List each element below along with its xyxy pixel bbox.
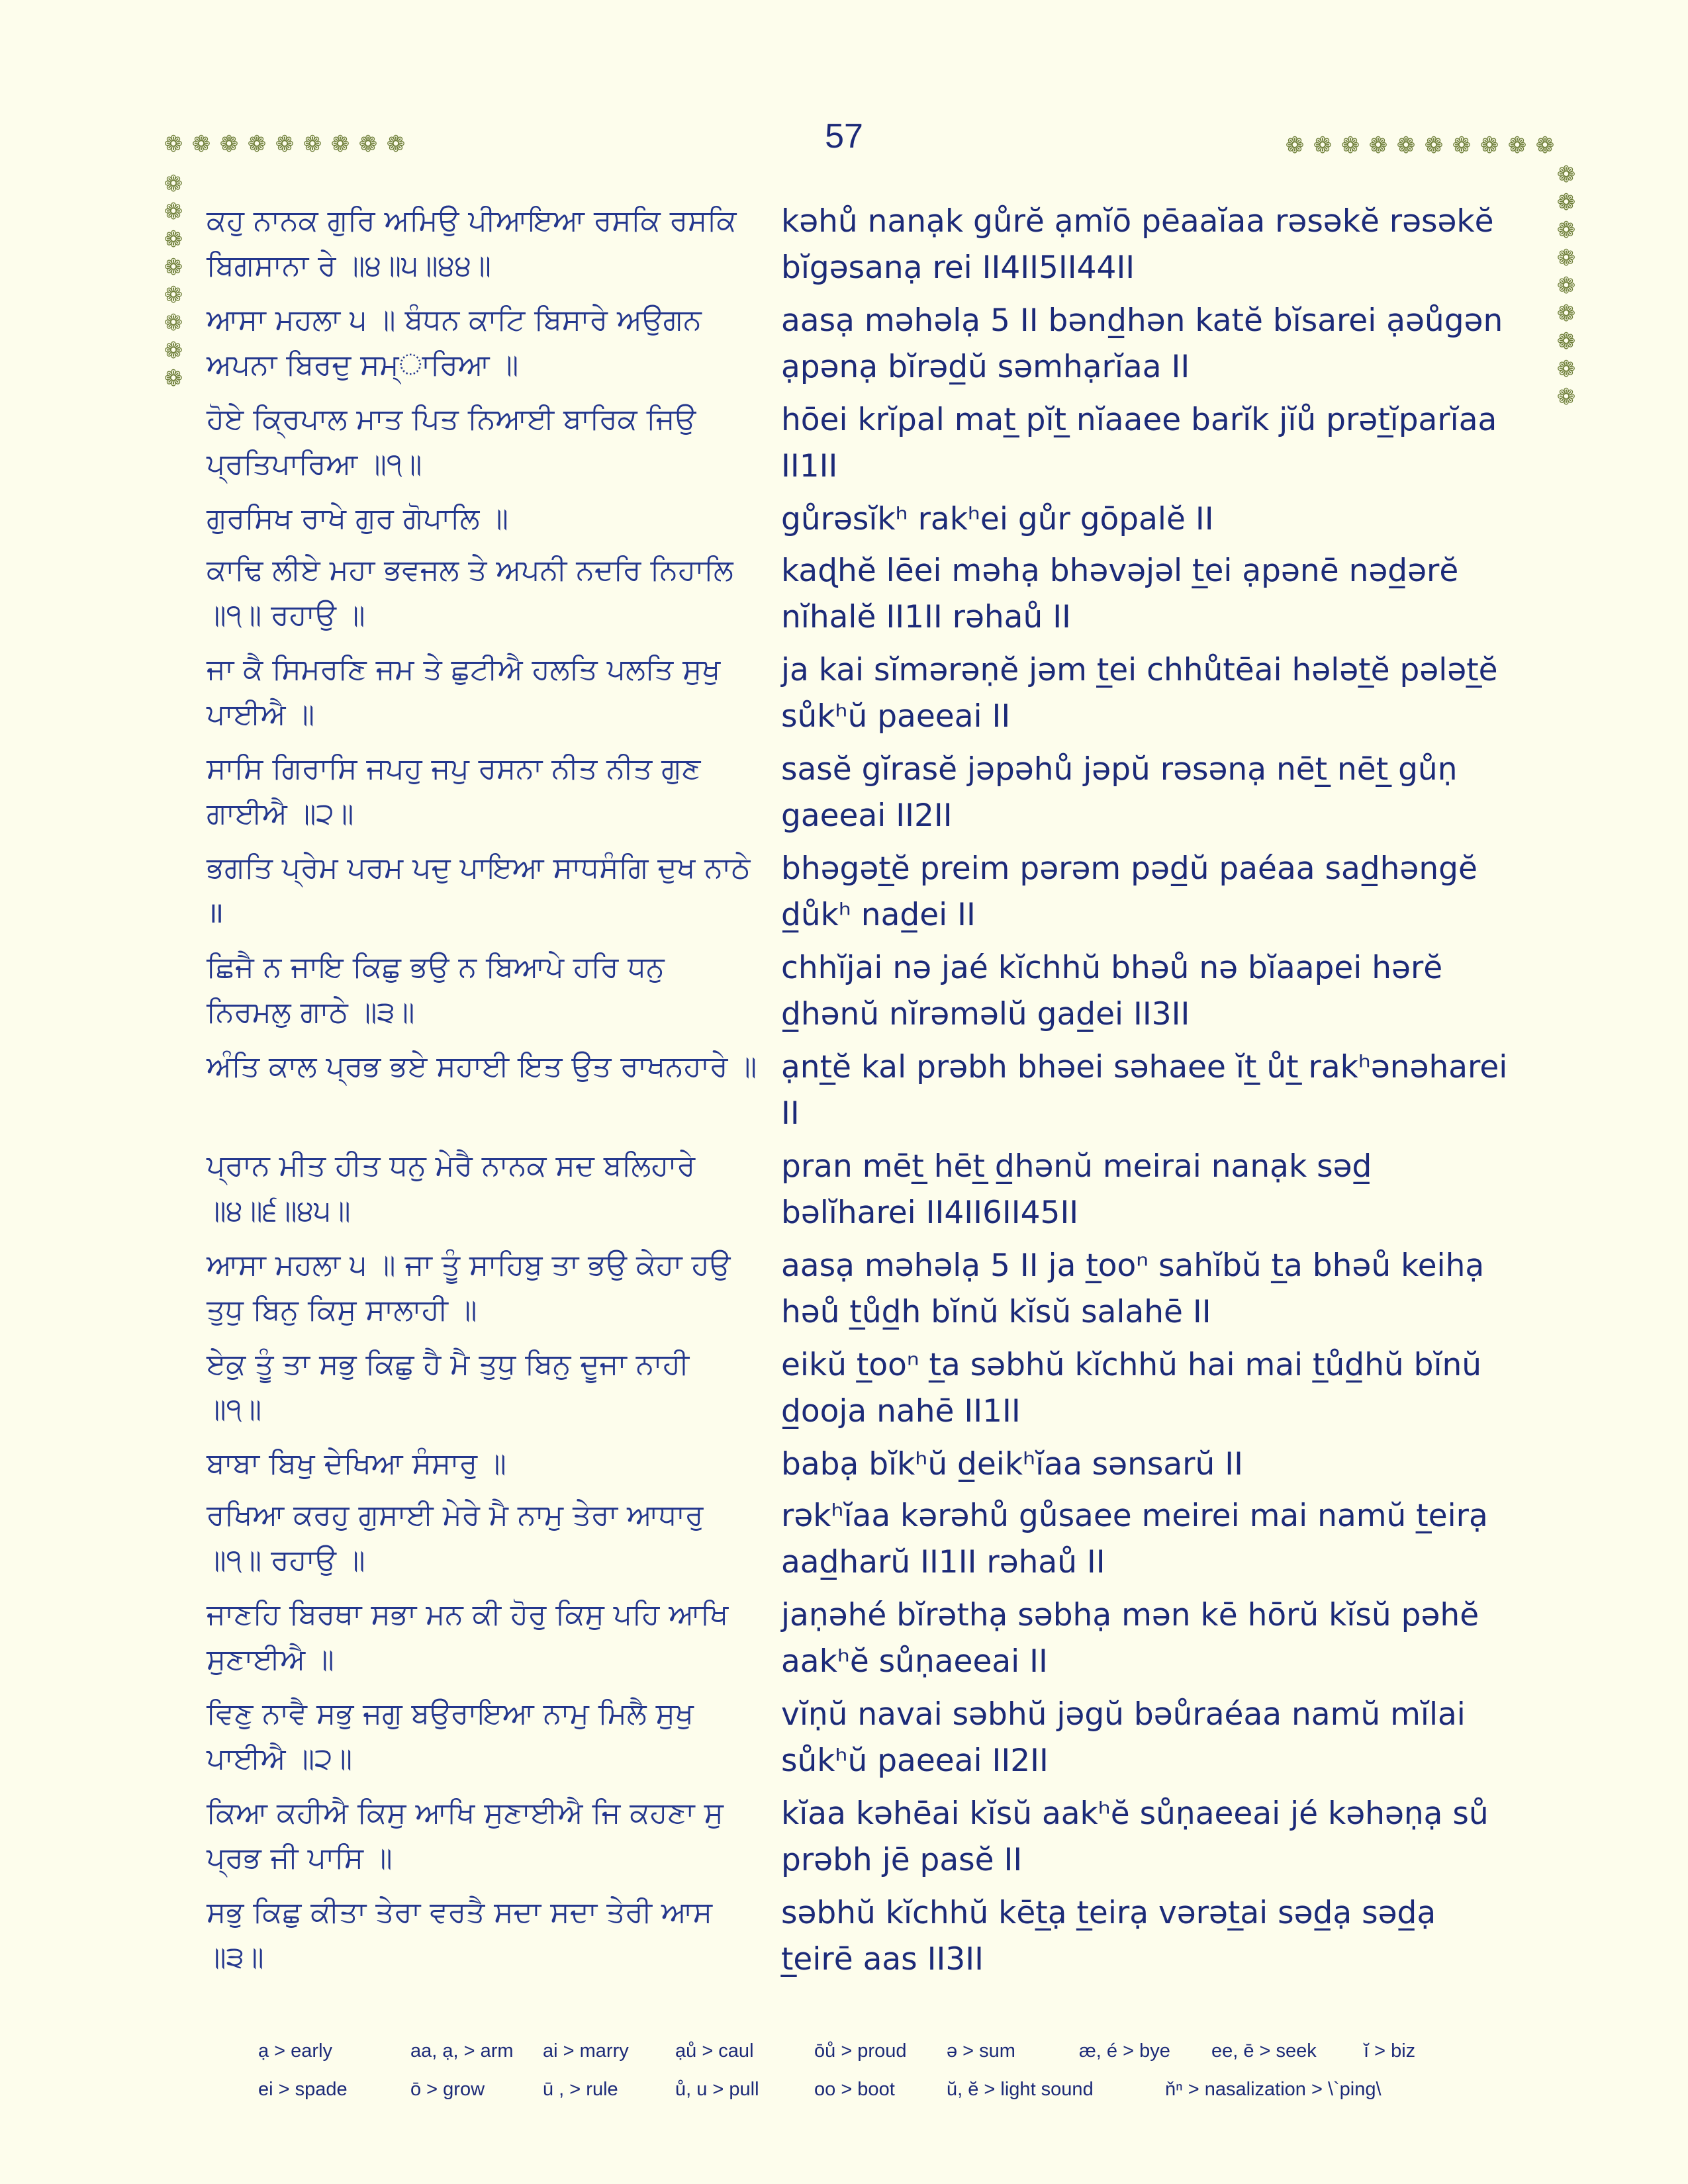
verse-row [207,945,1544,1044]
gurmukhi-text: ਗੁਰਸਿਖ ਰਾਖੇ ਗੁਰ ਗੋਪਾਲਿ ॥ [207,502,509,535]
transliteration-text: səbhŭ kĭchhŭ kēt̲ạ t̲eirạ vərət̲ai səd̲ạ səd̲ạ t̲eirē aas II3II [781,1895,1436,1978]
flower-ornament-icon: ❁ [1556,217,1576,244]
gurmukhi-text: ਏਕੁ ਤੂੰ ਤਾ ਸਭੁ ਕਿਛੁ ਹੈ ਮੈ ਤੁਧੁ ਬਿਨੁ ਦੂਜਾ ਨਾਹੀ ॥੧॥ [207,1347,690,1426]
gurmukhi-text: ਛਿਜੈ ਨ ਜਾਇ ਕਿਛੁ ਭਉ ਨ ਬਿਆਪੇ ਹਰਿ ਧਨੁ ਨਿਰਮਲੁ ਗਾਠੇ ॥੩॥ [207,950,665,1029]
gurmukhi-text: ਰਖਿਆ ਕਰਹੁ ਗੁਸਾਈ ਮੇਰੇ ਮੈ ਨਾਮੁ ਤੇਰਾ ਆਧਾਰੁ ॥੧॥ ਰਹਾਉ ॥ [207,1498,704,1577]
gurmukhi-text: ਕਾਢਿ ਲੀਏ ਮਹਾ ਭਵਜਲ ਤੇ ਅਪਨੀ ਨਦਰਿ ਨਿਹਾਲਿ ॥੧॥ ਰਹਾਉ ॥ [207,553,733,632]
flower-ornament-icon: ❁ [164,310,183,336]
verse-row [207,298,1544,397]
gurmukhi-text: ਅੰਤਿ ਕਾਲ ਪ੍ਰਭ ਭਏ ਸਹਾਈ ਇਤ ਉਤ ਰਾਖਨਹਾਰੇ ॥ [207,1050,757,1083]
verse-row [207,496,1544,548]
flower-ornament-icon: ❁ [247,131,267,158]
verse-row [207,1692,1544,1791]
flower-ornament-icon: ❁ [386,131,406,158]
flower-ornament-icon: ❁ [303,131,322,158]
gurmukhi-text: ਜਾਣਹਿ ਬਿਰਥਾ ਸਭਾ ਮਨ ਕੀ ਹੋਰੁ ਕਿਸੁ ਪਹਿ ਆਖਿ ਸੁਣਾਈਐ ॥ [207,1598,729,1676]
verse-row [207,1890,1544,1989]
legend-item: ōů > proud [814,2040,907,2062]
legend-item: ū , > rule [543,2078,618,2100]
flower-ornament-icon: ❁ [164,171,183,197]
legend-item: ə > sum [947,2040,1015,2062]
verse-row [207,1144,1544,1243]
flower-ornament-icon: ❁ [164,254,183,281]
transliteration-text: pran mēt̲ hēt̲ d̲hənŭ meirai nanạk səd̲ bəlĭharei II4II6II45II [781,1148,1372,1231]
verse-row [207,846,1544,945]
verse-row [207,397,1544,496]
flower-ornament-icon: ❁ [1556,189,1576,216]
flower-ornament-icon: ❁ [1556,384,1576,410]
transliteration-text: eikŭ t̲ooⁿ t̲a səbhŭ kĭchhŭ hai mai t̲ůd̲hŭ bĭnŭ d̲ooja nahē II1II [781,1347,1482,1430]
gurmukhi-text: ਭਗਤਿ ਪ੍ਰੇਮ ਪਰਮ ਪਦੁ ਪਾਇਆ ਸਾਧਸੰਗਿ ਦੁਖ ਨਾਠੇ ॥ [207,851,751,930]
gurmukhi-text: ਸਾਸਿ ਗਿਰਾਸਿ ਜਪਹੁ ਜਪੁ ਰਸਨਾ ਨੀਤ ਨੀਤ ਗੁਣ ਗਾਈਐ ॥੨॥ [207,752,701,831]
gurmukhi-text: ਜਾ ਕੈ ਸਿਮਰਣਿ ਜਮ ਤੇ ਛੁਟੀਐ ਹਲਤਿ ਪਲਤਿ ਸੁਖੁ ਪਾਈਐ ॥ [207,653,721,731]
transliteration-text: vĭṇŭ navai səbhŭ jəgŭ bəůraéaa namŭ mĭlai sůkʰŭ paeeai II2II [781,1696,1466,1779]
gurmukhi-text: ਕਹੁ ਨਾਨਕ ਗੁਰਿ ਅਮਿਉ ਪੀਆਇਆ ਰਸਕਿ ਰਸਕਿ ਬਿਗਸਾਨਾ ਰੇ ॥੪॥੫॥੪੪॥ [207,204,737,283]
legend-row [258,2070,1489,2109]
legend-item: ei > spade [258,2078,348,2100]
verse-row [207,1342,1544,1441]
flower-ornament-icon: ❁ [275,131,295,158]
flower-ornament-icon: ❁ [1556,161,1576,188]
flower-ornament-icon: ❁ [1452,132,1472,159]
transliteration-text: rəkʰĭaa kərəhů gůsaee meirei mai namŭ t̲eirạ aad̲harŭ II1II rəhaů II [781,1498,1488,1580]
flower-ornament-icon: ❁ [1556,273,1576,299]
flower-ornament-icon: ❁ [164,282,183,308]
transliteration-text: kĭaa kəhēai kĭsŭ aakʰĕ sůṇaeeai jé kəhəṇạ sů prəbh jē pasĕ II [781,1796,1489,1878]
legend-item: æ, é > bye [1079,2040,1170,2062]
transliteration-text: hōei krĭpal mat̲ pĭt̲ nĭaaee barĭk jĭů prət̲ĭparĭaa II1II [781,402,1497,484]
flower-ornament-icon: ❁ [1479,132,1499,159]
transliteration-text: babạ bĭkʰŭ d̲eikʰĭaa sənsarŭ II [781,1446,1243,1482]
transliteration-text: ạnt̲ĕ kal prəbh bhəei səhaee ĭt̲ ůt̲ rakʰənəharei II [781,1049,1508,1132]
legend-item: oo > boot [814,2078,895,2100]
gurmukhi-text: ਆਸਾ ਮਹਲਾ ੫ ॥ ਜਾ ਤੂੰ ਸਾਹਿਬੁ ਤਾ ਭਉ ਕੇਹਾ ਹਉ ਤੁਧੁ ਬਿਨੁ ਕਿਸੁ ਸਾਲਾਹੀ ॥ [207,1248,731,1327]
transliteration-text: gůrəsĭkʰ rakʰei gůr gōpalĕ II [781,501,1214,537]
flower-ornament-icon: ❁ [191,131,211,158]
flower-ornament-icon: ❁ [164,226,183,253]
flower-ornament-icon: ❁ [1285,132,1305,159]
transliteration-text: aasạ məhəlạ 5 II ja t̲ooⁿ sahĭbŭ t̲a bhəů keihạ həů t̲ůd̲h bĭnŭ kĭsŭ salahē II [781,1248,1485,1330]
flower-ornament-icon: ❁ [1556,245,1576,271]
pronunciation-legend [258,2032,1489,2109]
flower-ornament-icon: ❁ [164,199,183,225]
gurmukhi-text: ਕਿਆ ਕਹੀਐ ਕਿਸੁ ਆਖਿ ਸੁਣਾਈਐ ਜਿ ਕਹਣਾ ਸੁ ਪ੍ਰਭ ਜੀ ਪਾਸਿ ॥ [207,1796,724,1875]
gurmukhi-text: ਸਭੁ ਕਿਛੁ ਕੀਤਾ ਤੇਰਾ ਵਰਤੈ ਸਦਾ ਸਦਾ ਤੇਰੀ ਆਸ ॥੩॥ [207,1895,713,1974]
transliteration-text: bhəgət̲ĕ preim pərəm pəd̲ŭ paéaa sad̲həngĕ d̲ůkʰ nad̲ei II [781,850,1477,933]
transliteration-text: aasạ məhəlạ 5 II bənd̲hən katĕ bĭsarei ạəůgən ạpənạ bĭrəd̲ŭ səmhạrĭaa II [781,302,1503,385]
verse-row [207,1243,1544,1342]
verse-row [207,1791,1544,1890]
flower-ornament-icon: ❁ [1556,300,1576,327]
flower-ornament-icon: ❁ [330,131,350,158]
flower-ornament-icon: ❁ [1340,132,1360,159]
transliteration-text: chhĭjai nə jaé kĭchhŭ bhəů nə bĭaapei hərĕ d̲hənŭ nĭrəməlŭ gad̲ei II3II [781,950,1443,1032]
verse-row [207,647,1544,747]
legend-row [258,2032,1489,2070]
verse-row [207,199,1544,298]
flower-ornament-icon: ❁ [358,131,378,158]
verse-row [207,1441,1544,1493]
page-number: 57 [825,117,863,156]
transliteration-text: kəhů nanạk gůrĕ ạmĭō pēaaĭaa rəsəkĕ rəsəkĕ bĭgəsanạ rei II4II5II44II [781,203,1494,286]
flower-ornament-icon: ❁ [1424,132,1444,159]
gurmukhi-text: ਹੋਏ ਕ੍ਰਿਪਾਲ ਮਾਤ ਪਿਤ ਨਿਆਈ ਬਾਰਿਕ ਜਿਉ ਪ੍ਰਤਿਪਾਰਿਆ ॥੧॥ [207,402,696,481]
legend-item: ạů > caul [675,2040,754,2062]
transliteration-text: ja kai sĭmərəṇĕ jəm t̲ei chhůtēai hələt̲ĕ pələt̲ĕ sůkʰŭ paeeai II [781,652,1498,735]
legend-item: ŭ, ĕ > light sound [947,2078,1094,2100]
flower-ornament-icon: ❁ [164,131,183,158]
flower-ornament-icon: ❁ [164,365,183,392]
flower-ornament-icon: ❁ [1368,132,1388,159]
verse-row [207,1493,1544,1592]
transliteration-text: sasĕ gĭrasĕ jəpəhů jəpŭ rəsənạ nēt̲ nēt̲ gůṇ gaeeai II2II [781,751,1458,834]
flower-ornament-icon: ❁ [1396,132,1416,159]
flower-ornament-icon: ❁ [1556,356,1576,383]
verse-row [207,548,1544,647]
legend-item: aa, ạ, > arm [410,2040,514,2062]
legend-item: ai > marry [543,2040,629,2062]
flower-ornament-icon: ❁ [1313,132,1333,159]
flower-ornament-icon: ❁ [164,338,183,364]
legend-item: ō > grow [410,2078,485,2100]
flower-ornament-icon: ❁ [1507,132,1527,159]
verse-table [207,199,1544,1989]
flower-ornament-icon: ❁ [1535,132,1555,159]
legend-item: ĭ > biz [1364,2040,1416,2062]
transliteration-text: kaɖhĕ lēei məhạ bhəvəjəl t̲ei ạpənē nəd̲ərĕ nĭhalĕ II1II rəhaů II [781,553,1459,635]
verse-row [207,1592,1544,1692]
legend-item: ee, ē > seek [1211,2040,1317,2062]
verse-row [207,747,1544,846]
flower-ornament-icon: ❁ [1556,328,1576,355]
verse-row [207,1044,1544,1144]
gurmukhi-text: ਪ੍ਰਾਨ ਮੀਤ ਹੀਤ ਧਨੁ ਮੇਰੈ ਨਾਨਕ ਸਦ ਬਲਿਹਾਰੇ ॥੪॥੬॥੪੫॥ [207,1149,696,1228]
gurmukhi-text: ਬਾਬਾ ਬਿਖੁ ਦੇਖਿਆ ਸੰਸਾਰੁ ॥ [207,1447,506,1480]
legend-item: ạ > early [258,2040,333,2062]
flower-ornament-icon: ❁ [219,131,239,158]
legend-item: ů, u > pull [675,2078,759,2100]
legend-item: ňⁿ > nasalization > \`ping\ [1165,2078,1382,2100]
transliteration-text: jaṇəhé bĭrəthạ səbhạ mən kē hōrŭ kĭsŭ pəhĕ aakʰĕ sůṇaeeai II [781,1597,1479,1680]
gurmukhi-text: ਵਿਣੁ ਨਾਵੈ ਸਭੁ ਜਗੁ ਬਉਰਾਇਆ ਨਾਮੁ ਮਿਲੈ ਸੁਖੁ ਪਾਈਐ ॥੨॥ [207,1697,694,1776]
gurmukhi-text: ਆਸਾ ਮਹਲਾ ੫ ॥ ਬੰਧਨ ਕਾਟਿ ਬਿਸਾਰੇ ਅਉਗਨ ਅਪਨਾ ਬਿਰਦੁ ਸਮ੍ਾਰਿਆ ॥ [207,303,702,382]
